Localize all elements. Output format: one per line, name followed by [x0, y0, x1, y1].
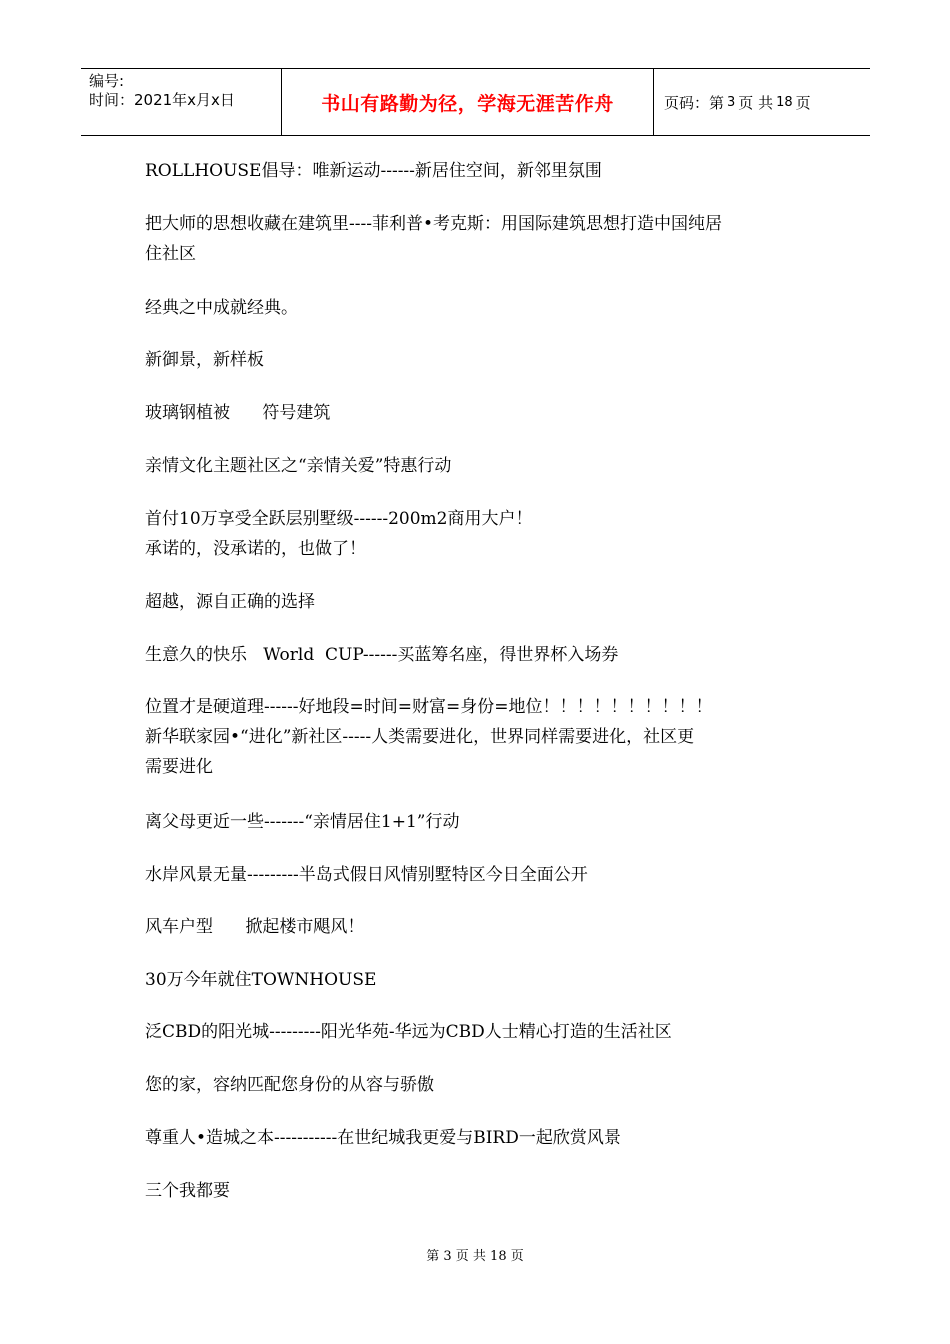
page-mid: 页 共	[738, 93, 774, 112]
page-suffix: 页	[795, 93, 811, 112]
page-current: 3	[727, 94, 736, 110]
paragraph-line: 尊重人•造城之本-----------在世纪城我更爱与BIRD一起欣赏风景	[145, 1128, 621, 1148]
paragraph-line: 您的家，容纳匹配您身份的从容与骄傲	[145, 1075, 434, 1095]
paragraph-line: 水岸风景无量---------半岛式假日风情别墅特区今日全面公开	[145, 865, 588, 885]
paragraph-line: 位置才是硬道理------好地段=时间=财富=身份=地位！！！！！！！！！！	[145, 697, 713, 717]
paragraph-line: 超越，源自正确的选择	[145, 592, 315, 612]
header-page-indicator	[654, 69, 870, 135]
paragraph-line: 首付10万享受全跃层别墅级------200m2商用大户！	[145, 509, 533, 529]
header-motto: 书山有路勤为径，学海无涯苦作舟	[281, 69, 654, 135]
paragraph-line: 新御景，新样板	[145, 350, 264, 370]
paragraph-line: 离父母更近一些-------“亲情居住1+1”行动	[145, 812, 460, 832]
paragraph-line: ROLLHOUSE倡导：唯新运动------新居住空间，新邻里氛围	[145, 161, 602, 181]
paragraph-line: 需要进化	[145, 757, 213, 777]
date-line: 时间：2021年x月x日	[89, 91, 235, 109]
paragraph-line: 玻璃钢植被 符号建筑	[145, 403, 331, 423]
paragraph-line: 经典之中成就经典。	[145, 298, 298, 318]
page-prefix: 页码：第	[664, 93, 725, 112]
serial-label: 编号:	[89, 72, 125, 90]
paragraph-line: 承诺的，没承诺的，也做了！	[145, 539, 366, 559]
paragraph-line: 亲情文化主题社区之“亲情关爱”特惠行动	[145, 456, 452, 476]
page-header	[81, 68, 870, 136]
paragraph-line: 泛CBD的阳光城---------阳光华苑-华远为CBD人士精心打造的生活社区	[145, 1022, 672, 1042]
paragraph-line: 新华联家园•“进化”新社区-----人类需要进化，世界同样需要进化，社区更	[145, 727, 695, 747]
paragraph-line: 生意久的快乐 World CUP------买蓝筹名座，得世界杯入场券	[145, 645, 619, 665]
page-total: 18	[776, 94, 793, 110]
paragraph-line: 风车户型 掀起楼市飓风！	[145, 917, 365, 937]
paragraph-line: 住社区	[145, 244, 196, 264]
paragraph-line: 把大师的思想收藏在建筑里----菲利普•考克斯：用国际建筑思想打造中国纯居	[145, 214, 723, 234]
paragraph-line: 30万今年就住TOWNHOUSE	[145, 970, 377, 990]
paragraph-line: 三个我都要	[145, 1181, 230, 1201]
page-footer: 第 3 页 共 18 页	[426, 1249, 524, 1264]
header-meta-cell	[81, 69, 281, 135]
